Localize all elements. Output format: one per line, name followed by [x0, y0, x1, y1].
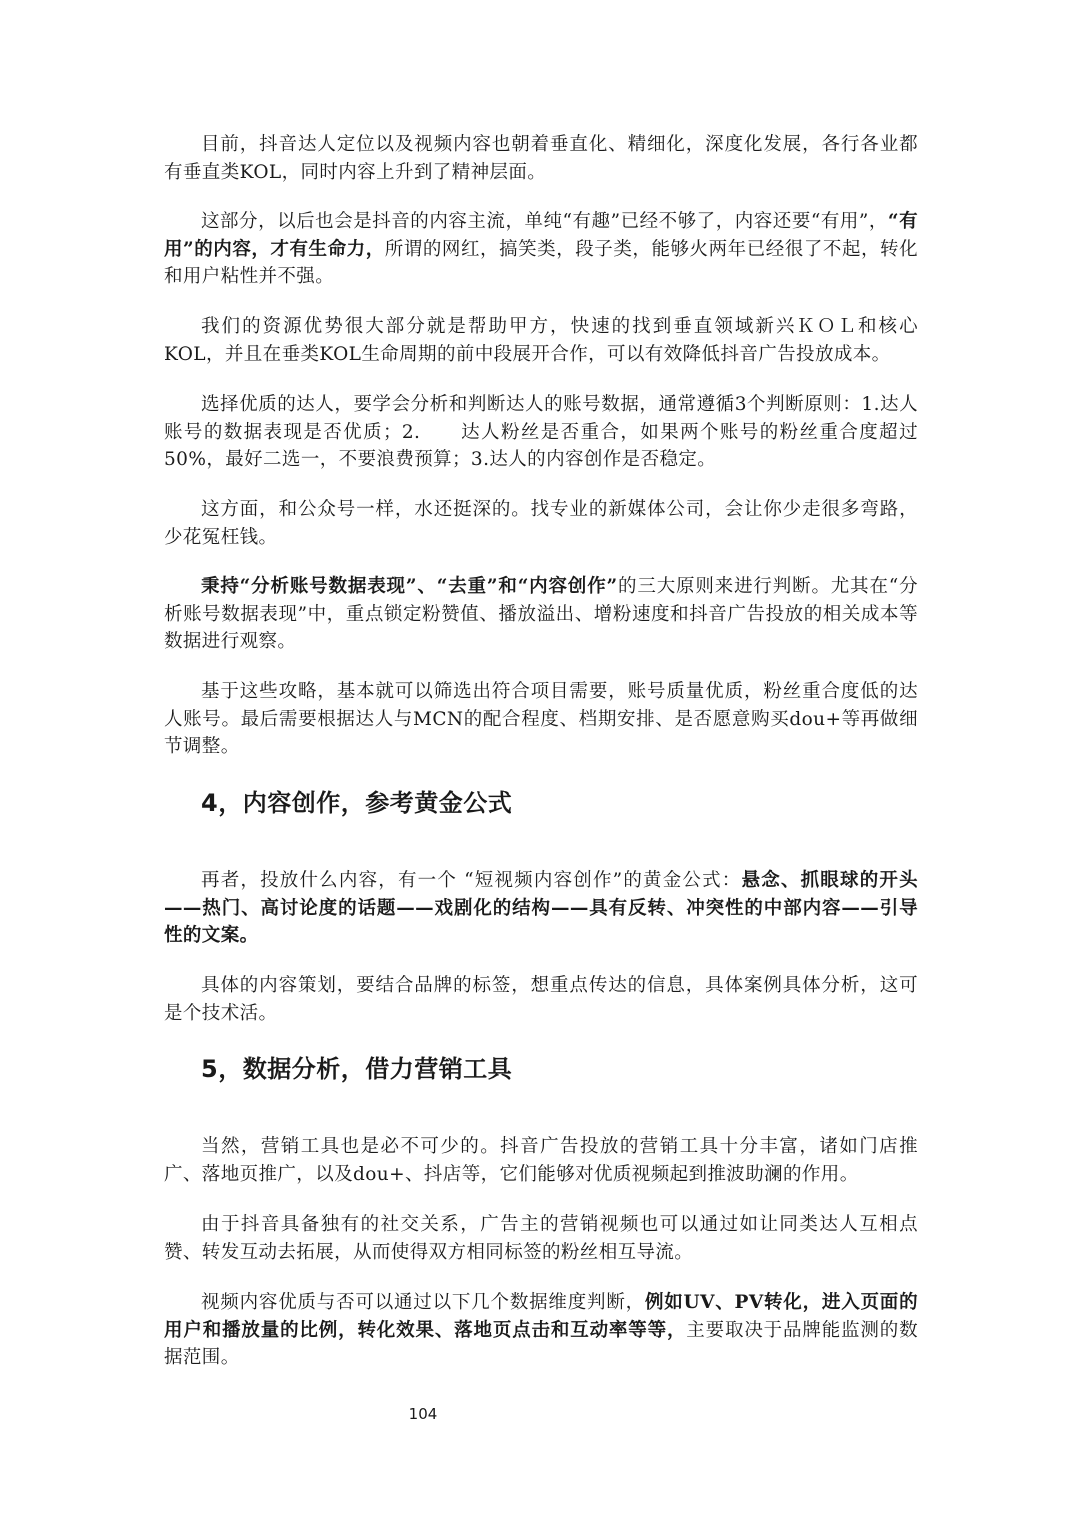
paragraph-three-principles	[164, 573, 918, 656]
paragraph-selection-principles	[164, 391, 918, 474]
paragraph-text: 我们的资源优势很大部分就是帮助甲方，快速的找到垂直领域新兴ＫＯＬ和核心KOL，并且在垂类KOL生命周期的前中段展开合作，可以有效降低抖音广告投放成本。	[164, 316, 918, 365]
paragraph-text: 具体的内容策划，要结合品牌的标签，想重点传达的信息，具体案例具体分析，这可是个技术活。	[164, 975, 918, 1024]
paragraph-text: 的三大原则来进行判断。尤其在“分析账号数据表现”中，重点锁定粉赞值、播放溢出、增粉速度和抖音广告投放的相关成本等数据进行观察。	[164, 576, 919, 652]
section-heading-content-creation: 4，内容创作，参考黄金公式	[201, 789, 513, 817]
paragraph-text: 当然，营销工具也是必不可少的。抖音广告投放的营销工具十分丰富，诸如门店推广、落地页推广，以及dou+、抖店等，它们能够对优质视频起到推波助澜的作用。	[164, 1136, 918, 1185]
paragraph-resource-advantage	[164, 313, 918, 368]
section-heading-data-analysis: 5，数据分析，借力营销工具	[201, 1055, 513, 1083]
paragraph-text: 选择优质的达人，要学会分析和判断达人的账号数据，通常遵循3个判断原则：1.达人账号的数据表现是否优质；2. 达人粉丝是否重合，如果两个账号的粉丝重合度超过50%，最好二选一，不要浪费预算；3.达人的内容创作是否稳定。	[164, 394, 918, 470]
paragraph-text: 基于这些攻略，基本就可以筛选出符合项目需要，账号质量优质，粉丝重合度低的达人账号。最后需要根据达人与MCN的配合程度、档期安排、是否愿意购买dou+等再做细节调整。	[164, 681, 918, 757]
paragraph-social-relations	[164, 1211, 918, 1266]
paragraph-text: 这部分，以后也会是抖音的内容主流，单纯“有趣”已经不够了，内容还要“有用”，	[201, 211, 888, 232]
paragraph-bold-text: 悬念、抓眼球的开头——热门、高讨论度的话题——戏剧化的结构——具有反转、冲突性的中部内容——引导性的文案。	[164, 870, 918, 946]
paragraph-marketing-tools	[164, 1133, 918, 1188]
page-number: 104	[408, 1405, 438, 1423]
paragraph-text: 再者，投放什么内容，有一个 “短视频内容创作”的黄金公式：	[201, 870, 742, 891]
paragraph-text: 目前，抖音达人定位以及视频内容也朝着垂直化、精细化，深度化发展，各行各业都有垂直类KOL，同时内容上升到了精神层面。	[164, 134, 918, 183]
paragraph-strategy-summary	[164, 678, 918, 761]
paragraph-text: 由于抖音具备独有的社交关系，广告主的营销视频也可以通过如让同类达人互相点赞、转发互动去拓展，从而使得双方相同标签的粉丝相互导流。	[164, 1214, 918, 1263]
paragraph-content-planning	[164, 972, 918, 1027]
paragraph-golden-formula	[164, 867, 918, 950]
paragraph-content-mainstream	[164, 208, 918, 291]
paragraph-bold-text: 秉持“分析账号数据表现”、“去重”和“内容创作”	[201, 576, 618, 597]
paragraph-text: 主要取决于品牌能监测的数据范围。	[164, 1319, 918, 1368]
paragraph-text: 视频内容优质与否可以通过以下几个数据维度判断，	[201, 1292, 645, 1313]
paragraph-bold-text: 例如UV、PV转化，进入页面的用户和播放量的比例，转化效果、落地页点击和互动率等等，	[164, 1292, 919, 1341]
paragraph-text: 所谓的网红，搞笑类，段子类，能够火两年已经很了不起，转化和用户粘性并不强。	[164, 238, 918, 287]
paragraph-vertical-kol	[164, 131, 918, 186]
paragraph-bold-text: “有用”的内容，才有生命力，	[164, 211, 918, 260]
paragraph-text: 这方面，和公众号一样，水还挺深的。找专业的新媒体公司，会让你少走很多弯路，少花冤枉钱。	[164, 499, 918, 548]
paragraph-professional-agency	[164, 496, 918, 551]
paragraph-data-dimensions	[164, 1289, 918, 1372]
